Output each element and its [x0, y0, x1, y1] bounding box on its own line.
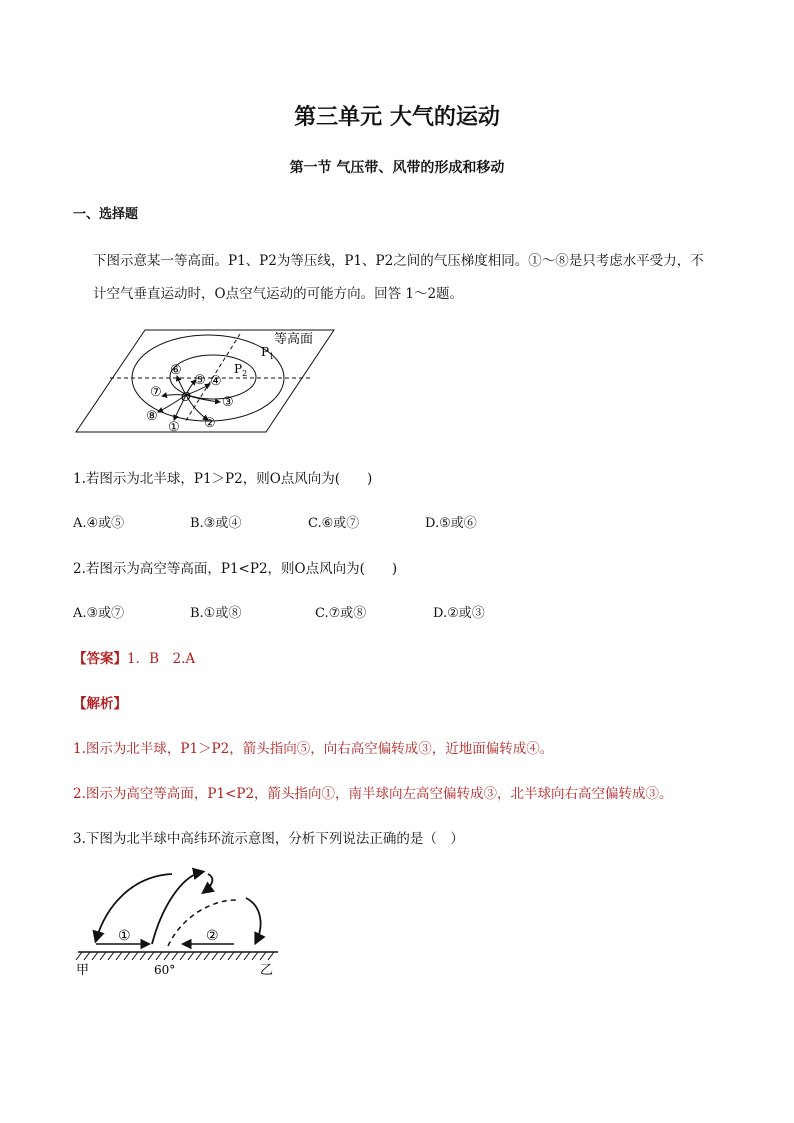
p2-label: $P_2$: [234, 362, 248, 378]
arrow-2-label: ②: [206, 928, 219, 944]
circled-2: ②: [204, 416, 216, 431]
circled-6: ⑥: [170, 363, 182, 378]
label-yi: 乙: [260, 963, 274, 978]
page-title: 第三单元 大气的运动: [294, 105, 500, 130]
answer-line: [73, 647, 195, 667]
right-cell-descending-arrow: [246, 898, 261, 942]
question-2-stem: 2.若图示为高空等高面，P1<P2，则O点风向为( ): [73, 561, 398, 577]
question-1-stem: 1.若图示为北半球，P1＞P2，则O点风向为( ): [73, 471, 373, 487]
q2-option-b: B.①或⑧: [190, 606, 242, 621]
isobar-figure: [70, 322, 340, 434]
q1-option-b: B.③或④: [190, 516, 242, 531]
q1-option-c: C.⑥或⑦: [308, 516, 360, 531]
arrow-1-label: ①: [118, 928, 131, 944]
circled-4: ④: [210, 374, 222, 389]
left-cell-top-arrow: [204, 874, 212, 892]
section-heading: 一、选择题: [73, 207, 139, 222]
label-jia: 甲: [76, 963, 90, 978]
circled-1: ①: [168, 420, 180, 434]
q2-option-c: C.⑦或⑧: [315, 606, 367, 621]
plane-label: 等高面: [274, 332, 314, 347]
ground-hatching: [76, 952, 274, 960]
right-cell-dashed-arc: [168, 900, 236, 946]
circled-7: ⑦: [150, 385, 162, 400]
left-cell-rising-arrow: [152, 872, 202, 944]
circled-8: ⑧: [146, 409, 158, 424]
analysis-line-1: 1.图示为北半球，P1＞P2，箭头指向⑤，向右高空偏转成③，近地面偏转成④。: [73, 741, 554, 757]
intro-line-1: 下图示意某一等高面。P1、P2为等压线，P1、P2之间的气压梯度相同。①～⑧是只考虑水平受力，不: [93, 253, 704, 269]
analysis-line-2: 2.图示为高空等高面，P1<P2，箭头指向①，南半球向左高空偏转成③，北半球向右高空偏转成③。: [73, 786, 673, 802]
point-o-label: O: [181, 390, 191, 404]
circled-3: ③: [222, 395, 234, 410]
p1-label: $P_1$: [261, 345, 275, 361]
q1-option-d: D.⑤或⑥: [425, 516, 477, 531]
intro-line-2: 计空气垂直运动时，O点空气运动的可能方向。回答 1～2题。: [93, 286, 464, 302]
answer-text: 1．B 2.A: [127, 651, 196, 667]
left-cell-descending-arrow: [96, 874, 172, 940]
q2-option-d: D.②或③: [433, 606, 485, 621]
question-3-stem: 3.下图为北半球中高纬环流示意图，分析下列说法正确的是（ ）: [73, 831, 464, 847]
analysis-tag: 【解析】: [73, 696, 127, 712]
circulation-figure: [72, 866, 284, 980]
section-subtitle: 第一节 气压带、风带的形成和移动: [289, 160, 505, 176]
q2-option-a: A.③或⑦: [73, 606, 125, 621]
answer-tag: 【答案】: [73, 651, 127, 667]
q1-option-a: A.④或⑤: [73, 516, 125, 531]
label-60-degrees: 60°: [154, 963, 176, 977]
circled-5: ⑤: [194, 373, 206, 388]
